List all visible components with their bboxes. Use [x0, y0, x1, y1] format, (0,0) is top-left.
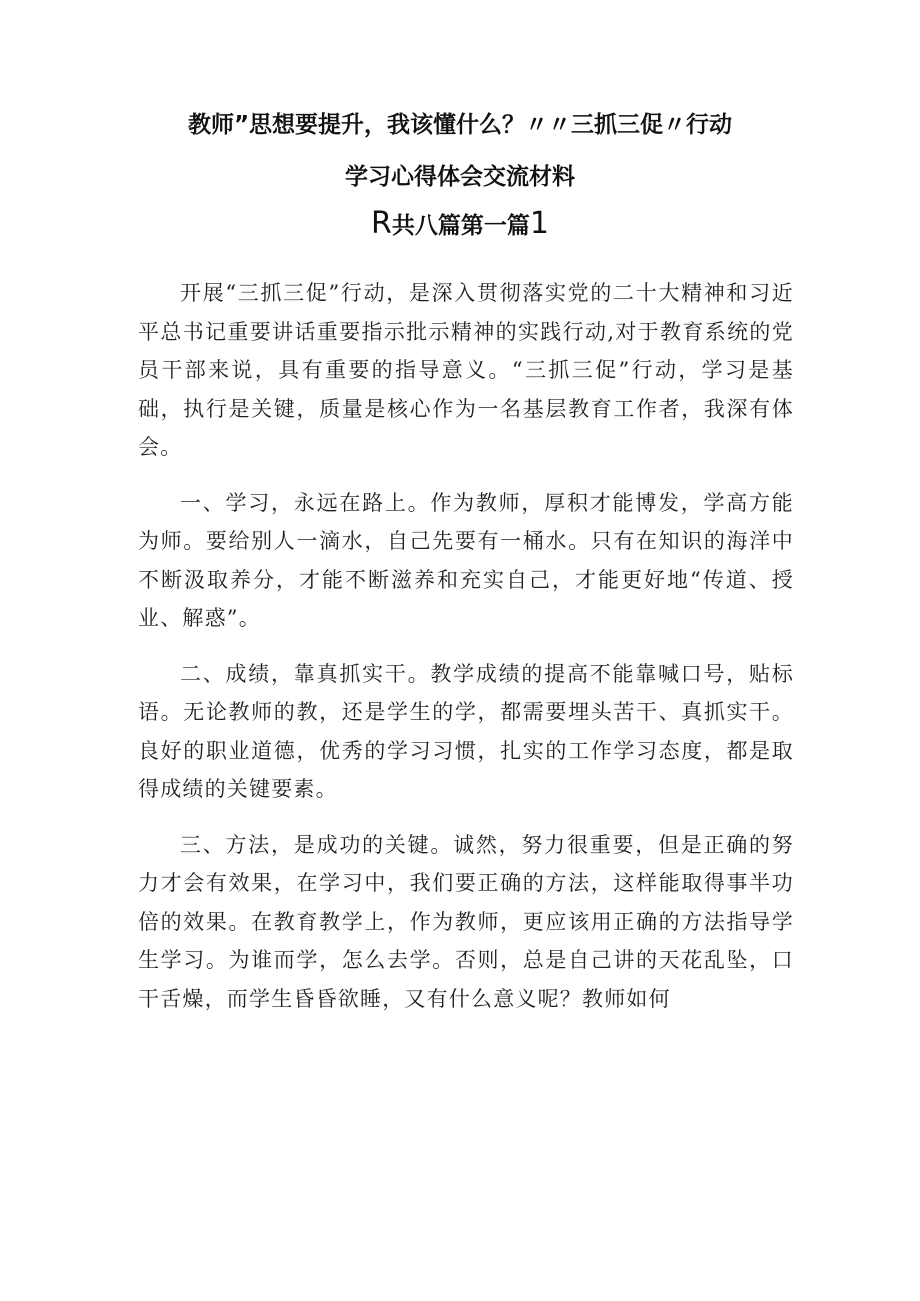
- paragraph-method: 三、方法，是成功的关键。诚然，努力很重要，但是正确的努力才会有效果，在学习中，我们要正确的方法，这样能取得事半功倍的效果。在教育教学上，作为教师，更应该用正确的方法指导学生学习。为谁而学，怎么去学。否则，总是自己讲的天花乱坠，口干舌燥，而学生昏昏欲睡，又有什么意义呢？教师如何: [138, 832, 794, 1011]
- title-line-3: [0, 206, 920, 241]
- paragraph-intro: 开展“三抓三促”行动，是深入贯彻落实党的二十大精神和习近平总书记重要讲话重要指示批示精神的实践行动,对于教育系统的党员干部来说，具有重要的指导意义。“三抓三促”行动，学习是基础，执行是关键，质量是核心作为一名基层教育工作者，我深有体会。: [138, 281, 794, 459]
- document-body: [138, 274, 794, 1035]
- paragraph-learning: 一、学习，永远在路上。作为教师，厚积才能博发，学高方能为师。要给别人一滴水，自己先要有一桶水。只有在知识的海洋中不断汲取养分，才能不断滋养和充实自己，才能更好地“传道、授业、解惑”。: [138, 490, 794, 630]
- title-line-3-prefix: R: [371, 206, 392, 241]
- title-line-3-middle: 共八篇第一篇: [391, 213, 530, 239]
- title-line-3-suffix: 1: [529, 206, 549, 241]
- document-title: [0, 112, 920, 239]
- title-line-1: 教师”思想要提升，我该懂什么？〃〃三抓三促〃行动: [187, 112, 733, 138]
- title-line-2: 学习心得体会交流材料: [345, 164, 575, 190]
- paragraph-results: 二、成绩，靠真抓实干。教学成绩的提高不能靠喊口号，贴标语。无论教师的教，还是学生的学，都需要埋头苦干、真抓实干。良好的职业道德，优秀的学习习惯，扎实的工作学习态度，都是取得成绩的关键要素。: [138, 661, 794, 801]
